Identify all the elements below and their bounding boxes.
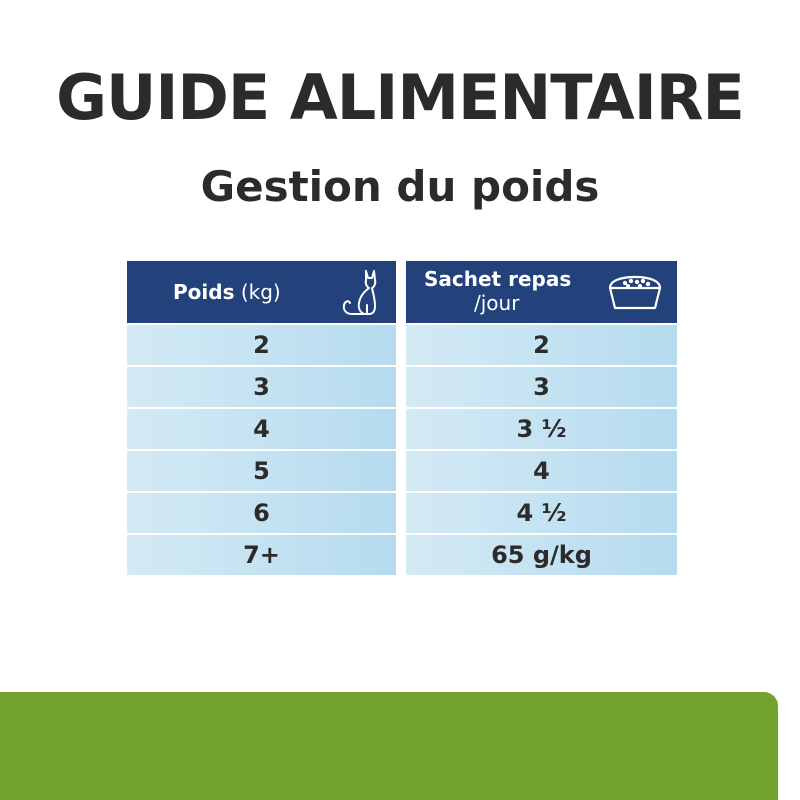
weight-cell: 5	[127, 451, 396, 491]
weight-column-header	[127, 261, 396, 323]
sachet-header-sublabel: /jour	[474, 291, 520, 315]
green-footer-band	[0, 692, 778, 800]
sachet-cell: 4 ½	[406, 493, 677, 533]
weight-cell: 2	[127, 325, 396, 365]
weight-cell: 3	[127, 367, 396, 407]
sachet-column-header	[406, 261, 677, 323]
page-subtitle: Gestion du poids	[200, 162, 600, 211]
weight-header-label: Poids	[173, 280, 235, 304]
weight-cell: 4	[127, 409, 396, 449]
sachet-column	[406, 261, 677, 575]
weight-header-unit: (kg)	[240, 280, 281, 304]
food-bowl-icon	[606, 274, 664, 314]
sachet-header-label: Sachet repas	[424, 267, 572, 291]
page-title: GUIDE ALIMENTAIRE	[56, 61, 744, 134]
weight-cell: 6	[127, 493, 396, 533]
sachet-cell: 3	[406, 367, 677, 407]
sachet-cell: 3 ½	[406, 409, 677, 449]
weight-column	[127, 261, 396, 575]
cat-icon	[340, 267, 380, 317]
sachet-cell: 4	[406, 451, 677, 491]
sachet-cell: 65 g/kg	[406, 535, 677, 575]
weight-cell: 7+	[127, 535, 396, 575]
sachet-cell: 2	[406, 325, 677, 365]
